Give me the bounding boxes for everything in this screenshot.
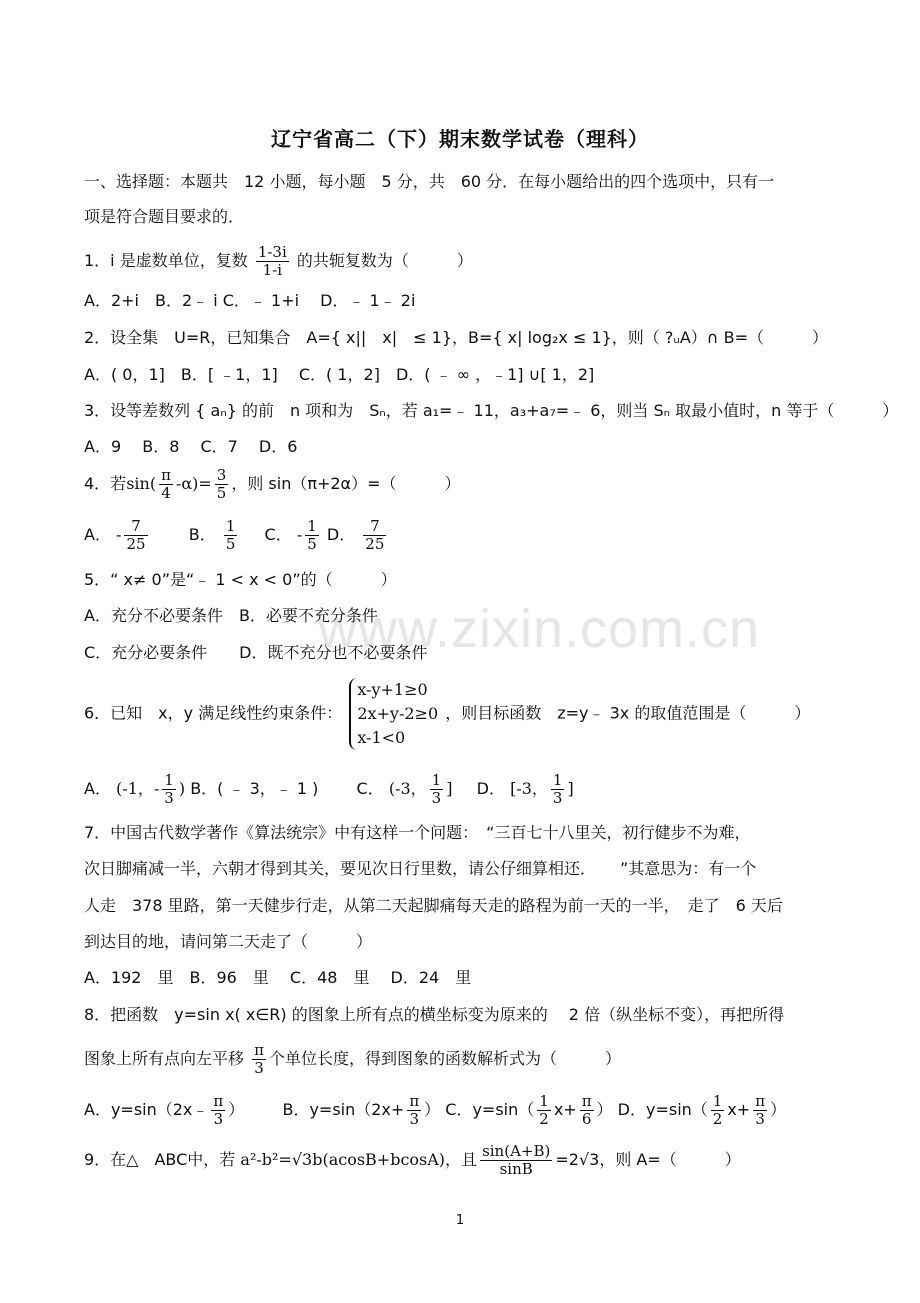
- q8-d-den1: 2: [712, 1110, 723, 1128]
- q8-option-a-frac: [211, 1093, 225, 1128]
- q8-c-den2: 6: [581, 1110, 592, 1128]
- q6-option-c-label: C．: [356, 779, 384, 798]
- q9-suffix: =2√3，则 A=（ ）: [555, 1150, 741, 1169]
- q6-option-a-pre: (-1，-: [116, 779, 160, 798]
- q2-options: A．( 0，1] B．[ ﹣1，1] C．( 1，2] D．( ﹣ ∞ ，﹣1] ∪[ 1，2]: [84, 365, 595, 384]
- q4-option-a: [124, 518, 147, 553]
- question-2: 2．设全集 U=R，已知集合 A={ x|| x| ≤ 1}，B={ x| log₂x ≤ 1}，则（ ?ᵤA）∩ B=（ ）: [84, 328, 828, 347]
- q4-option-c: [305, 518, 319, 553]
- q4-three: 3: [216, 466, 227, 484]
- q5-options-ab: A．充分不必要条件 B．必要不充分条件: [84, 606, 378, 625]
- q6-constraint-1: x-y+1≥0: [357, 680, 428, 699]
- q6-option-c-frac: [430, 772, 444, 807]
- q4-d-den: 25: [365, 535, 385, 553]
- q5-options-cd: C．充分必要条件 D．既不充分也不必要条件: [84, 643, 428, 662]
- q6-option-d-label: D．: [476, 779, 505, 798]
- section-instructions-line2: 项是符合题目要求的．: [84, 207, 245, 226]
- q4-alpha: -α)=: [175, 474, 212, 493]
- q6-constraint-3: x-1<0: [357, 728, 406, 747]
- q4-option-d: [363, 518, 386, 553]
- q1-options: A．2+i B．2﹣ i C．﹣ 1+i D．﹣ 1﹣ 2i: [84, 291, 416, 310]
- question-7-line1: 7．中国古代数学著作《算法统宗》中有这样一个问题： “三百七十八里关，初行健步不为难，: [84, 823, 751, 842]
- q8-option-c-frac1: [537, 1093, 551, 1128]
- question-3: 3．设等差数列 { aₙ} 的前 n 项和为 Sₙ，若 a₁=﹣ 11，a₃+a₇=﹣ 6，则当 Sₙ 取最小值时，n 等于（ ）: [84, 401, 899, 420]
- q6-option-a-post: ): [178, 779, 186, 798]
- q6-options: [84, 772, 574, 807]
- q6-a-num: 1: [164, 771, 174, 789]
- q4-sin-open: sin(: [126, 474, 157, 493]
- q6-option-d-pre: [-3，: [510, 779, 548, 798]
- q4-b-den: 5: [225, 535, 236, 553]
- q4-c-num: 1: [307, 517, 317, 535]
- q4-options: A． - $\frac{7}{25}$ B． $\frac{1}{5}$ C． - $\frac{1}{5}$ D． $\frac{7}{25}$: [84, 517, 385, 553]
- q4-option-b-label: B．: [188, 525, 216, 544]
- q6-d-den: 3: [552, 789, 563, 807]
- q1-fraction: [256, 244, 289, 279]
- page-number: 1: [455, 1213, 465, 1228]
- q6-option-a-label: A．: [84, 779, 111, 798]
- q4-pi: π: [161, 466, 171, 484]
- q4-c-den: 5: [307, 535, 317, 553]
- q4-d-num: 7: [363, 518, 386, 536]
- q8-pi: π: [254, 1041, 264, 1059]
- q8-option-d-frac1: [711, 1093, 725, 1128]
- q8-d-den2: 3: [755, 1110, 765, 1128]
- q6-suffix: ，则目标函数 z=y﹣ 3x 的取值范围是（ ）: [445, 703, 811, 723]
- q8-c-num1: 1: [539, 1092, 549, 1110]
- q8-c-num2: π: [581, 1092, 592, 1110]
- q8-c-den1: 2: [539, 1110, 549, 1128]
- question-8-line1: 8．把函数 y=sin x( x∈R) 的图象上所有点的横坐标变为原来的 2 倍（纵坐标不变），再把所得: [84, 1005, 785, 1024]
- q6-a-den: 3: [164, 789, 174, 807]
- page-title: 辽宁省高二（下）期末数学试卷（理科）: [271, 127, 649, 151]
- question-4: [84, 467, 461, 502]
- q9-numerator: sin(A+B): [482, 1142, 551, 1160]
- q8-option-a-pre: A．y=sin（2x﹣: [84, 1100, 209, 1119]
- q4-option-d-label: D．: [326, 525, 356, 544]
- q7-options: A．192 里 B．96 里 C．48 里 D．24 里: [84, 968, 472, 987]
- q8-option-c-pre: C．y=sin（: [445, 1100, 535, 1119]
- q4-b-num: 1: [225, 517, 236, 535]
- q8-line2-pre: 图象上所有点向左平移: [84, 1049, 245, 1068]
- q4-five: 5: [216, 484, 227, 502]
- q4-option-b: [224, 518, 238, 553]
- q4-pi-over-4: [159, 467, 173, 502]
- q1-prefix: 1．i 是虚数单位，复数: [84, 251, 248, 270]
- q8-option-b-pre: B．y=sin（2x+: [282, 1100, 405, 1119]
- q6-prefix: 6．已知 x，y 满足线性约束条件：: [84, 703, 343, 723]
- q4-prefix: 4．若: [84, 474, 127, 493]
- question-6: [84, 678, 810, 750]
- q6-option-c-pre: (-3，: [388, 779, 427, 798]
- q8-b-num: π: [409, 1092, 420, 1110]
- q6-option-a-frac: [162, 772, 176, 807]
- q9-equation: a²-b²=√3b(acosB+bcosA): [240, 1150, 446, 1169]
- q6-constraint-2: 2x+y-2≥0: [357, 704, 439, 723]
- q8-option-b-post: ）: [424, 1100, 441, 1119]
- q8-d-num1: 1: [712, 1092, 723, 1110]
- q4-a-num: 7: [124, 518, 147, 536]
- q4-a-den: 25: [126, 535, 146, 553]
- q6-c-den: 3: [431, 789, 442, 807]
- q8-option-d-frac2: [753, 1093, 767, 1128]
- q1-suffix: 的共轭复数为（ ）: [296, 251, 473, 270]
- q4-four: 4: [161, 484, 171, 502]
- question-9: [84, 1143, 741, 1178]
- question-8-line2: [84, 1042, 621, 1077]
- q6-d-num: 1: [552, 771, 563, 789]
- q8-a-den: 3: [213, 1110, 224, 1128]
- q6-c-num: 1: [431, 771, 442, 789]
- q6-option-c-post: ]: [446, 779, 453, 798]
- question-7-line2: 次日脚痛减一半，六朝才得到其关，要见次日行里数，请公仔细算相还． ”其意思为：有一个: [84, 859, 757, 878]
- q3-options: A．9 B．8 C．7 D．6: [84, 437, 298, 456]
- q8-option-b-frac: [407, 1093, 421, 1128]
- q9-denominator: sinB: [499, 1160, 533, 1178]
- q9-fraction: [480, 1143, 552, 1178]
- q8-line2-post: 个单位长度，得到图象的函数解析式为（ ）: [268, 1049, 621, 1068]
- watermark: www.zixin.com.cn: [318, 599, 761, 659]
- q6-option-d-frac: [551, 772, 565, 807]
- q4-three-fifths: [215, 467, 229, 502]
- q8-option-c-post: ）: [596, 1100, 613, 1119]
- q4-option-a-label: A．: [84, 525, 111, 544]
- q4-option-c-label: C．: [264, 525, 292, 544]
- q9-mid: ，且: [445, 1150, 478, 1169]
- question-1: [84, 244, 473, 279]
- q8-option-c-frac2: [580, 1093, 594, 1128]
- q8-option-d-mid: x+: [727, 1100, 751, 1119]
- q8-option-a-post: ）: [228, 1100, 245, 1119]
- q6-option-d-post: ]: [567, 779, 574, 798]
- q9-prefix: 9．在△ ABC中，若: [84, 1150, 236, 1169]
- section-instructions-line1: 一、选择题：本题共 12 小题，每小题 5 分，共 60 分．在每小题给出的四个选项中，只有一: [84, 172, 775, 191]
- q4-suffix: ，则 sin（π+2α）=（ ）: [231, 474, 461, 493]
- q8-b-den: 3: [409, 1110, 420, 1128]
- q1-denominator: 1-i: [262, 261, 282, 279]
- question-5: 5．“ x≠ 0”是“﹣ 1 < x < 0”的（ ）: [84, 570, 397, 589]
- question-7-line3: 人走 378 里路，第一天健步行走，从第二天起脚痛每天走的路程为前一天的一半， 走了 6 天后: [84, 896, 783, 915]
- q8-three: 3: [254, 1059, 264, 1077]
- q8-d-num2: π: [755, 1092, 766, 1110]
- q6-constraint-system: [349, 678, 438, 750]
- q8-option-d-pre: D．y=sin（: [617, 1100, 708, 1119]
- q6-option-b: B．( ﹣ 3，﹣ 1 ): [190, 779, 319, 798]
- q8-option-d-post: ）: [770, 1100, 787, 1119]
- q1-numerator: 1-3i: [257, 243, 287, 261]
- q8-options: [84, 1093, 786, 1128]
- q8-a-num: π: [213, 1092, 224, 1110]
- question-7-line4: 到达目的地，请问第二天走了（ ）: [84, 932, 373, 951]
- q8-pi-over-3: [252, 1042, 266, 1077]
- q8-option-c-mid: x+: [553, 1100, 577, 1119]
